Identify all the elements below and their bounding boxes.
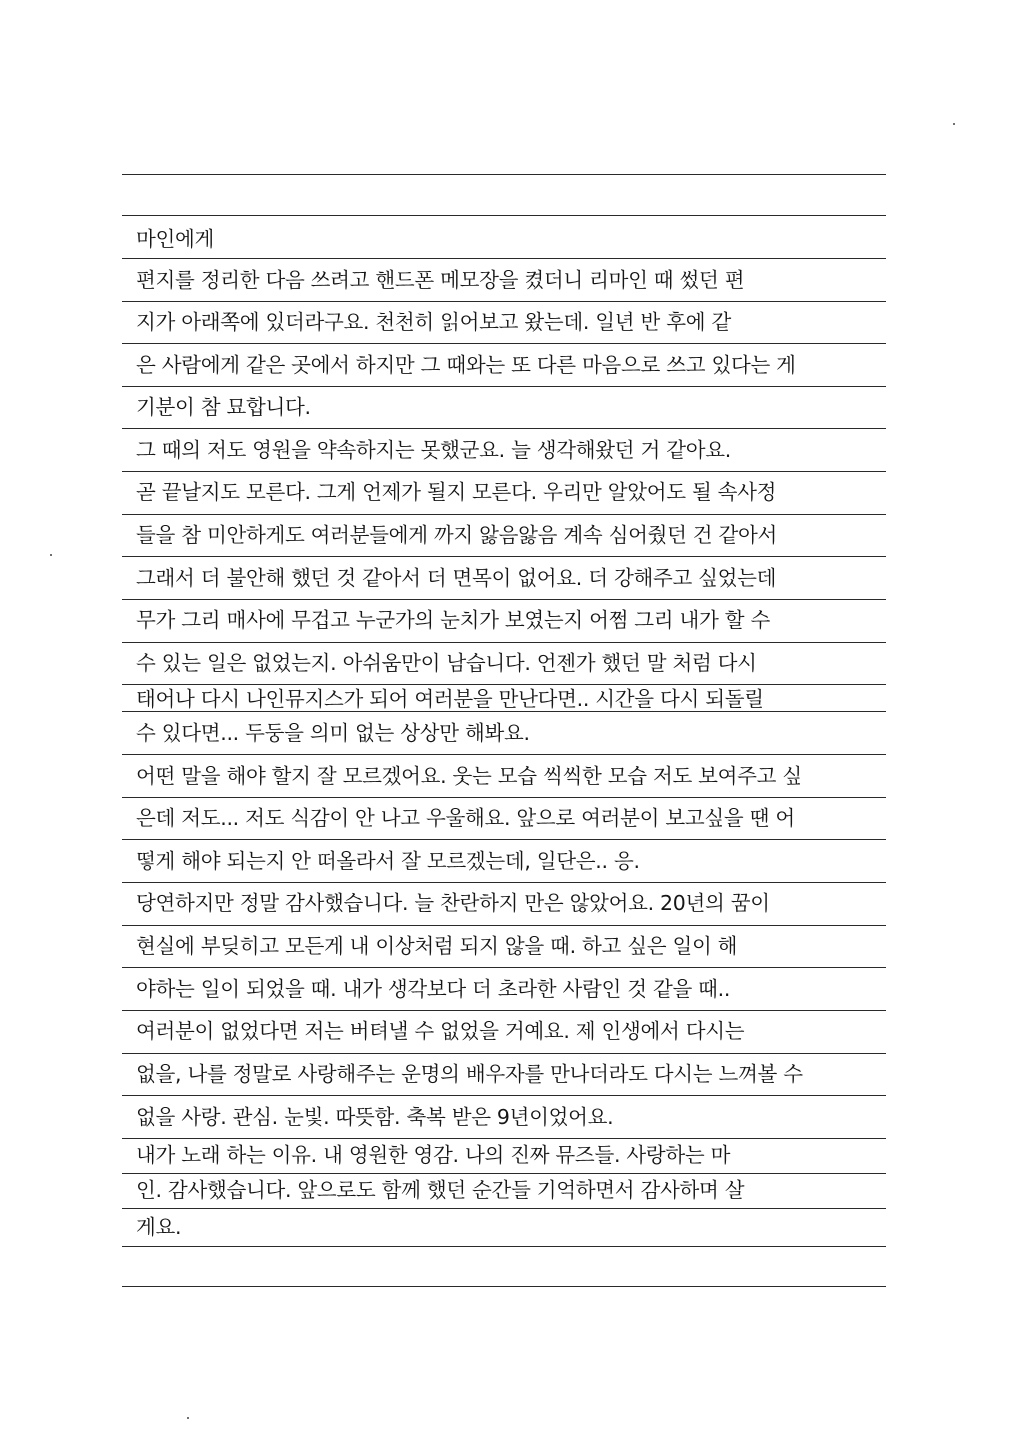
ruled-line bbox=[122, 556, 886, 557]
ruled-line bbox=[122, 428, 886, 429]
ruled-line bbox=[122, 471, 886, 472]
ruled-line bbox=[122, 514, 886, 515]
ruled-line bbox=[122, 839, 886, 840]
ruled-line bbox=[122, 258, 886, 259]
ruled-line bbox=[122, 882, 886, 883]
letter-line-15: 은데 저도... 저도 식감이 안 나고 우울해요. 앞으로 여러분이 보고싶을 땐 어 bbox=[136, 806, 795, 830]
ruled-line bbox=[122, 386, 886, 387]
letter-line-22: 없을 사랑. 관심. 눈빛. 따뜻함. 축복 받은 9년이었어요. bbox=[136, 1105, 614, 1129]
ruled-line bbox=[122, 967, 886, 968]
letter-line-11: 수 있는 일은 없었는지. 아쉬움만이 남습니다. 언젠가 했던 말 처럼 다시 bbox=[136, 651, 757, 675]
ruled-line bbox=[122, 1173, 886, 1174]
letter-line-5: 기분이 참 묘합니다. bbox=[136, 395, 311, 419]
scan-speck bbox=[187, 1417, 189, 1419]
letter-line-21: 없을, 나를 정말로 사랑해주는 운명의 배우자를 만나더라도 다시는 느껴볼 수 bbox=[136, 1062, 803, 1086]
ruled-line bbox=[122, 1286, 886, 1287]
ruled-line bbox=[122, 343, 886, 344]
letter-line-6: 그 때의 저도 영원을 약속하지는 못했군요. 늘 생각해왔던 거 같아요. bbox=[136, 438, 731, 462]
letter-line-3: 지가 아래쪽에 있더라구요. 천천히 읽어보고 왔는데. 일년 반 후에 같 bbox=[136, 310, 731, 334]
ruled-line bbox=[122, 301, 886, 302]
ruled-line bbox=[122, 1053, 886, 1054]
letter-line-9: 그래서 더 불안해 했던 것 같아서 더 면목이 없어요. 더 강해주고 싶었는데 bbox=[136, 566, 777, 590]
letter-line-1: 마인에게 bbox=[136, 227, 215, 251]
letter-line-24: 인. 감사했습니다. 앞으로도 함께 했던 순간들 기억하면서 감사하며 살 bbox=[136, 1178, 745, 1202]
ruled-line bbox=[122, 797, 886, 798]
ruled-line bbox=[122, 1010, 886, 1011]
letter-line-19: 야하는 일이 되었을 때. 내가 생각보다 더 초라한 사람인 것 같을 때.. bbox=[136, 977, 731, 1001]
ruled-line bbox=[122, 1208, 886, 1209]
ruled-line bbox=[122, 754, 886, 755]
letter-line-14: 어떤 말을 해야 할지 잘 모르겠어요. 웃는 모습 씩씩한 모습 저도 보여주고 싶 bbox=[136, 764, 802, 788]
ruled-line bbox=[122, 1246, 886, 1247]
letter-line-12: 태어나 다시 나인뮤지스가 되어 여러분을 만난다면.. 시간을 다시 되돌릴 bbox=[136, 687, 764, 711]
letter-line-8: 들을 참 미안하게도 여러분들에게 까지 앓음앓음 계속 심어줬던 건 같아서 bbox=[136, 523, 778, 547]
letter-line-2: 편지를 정리한 다음 쓰려고 핸드폰 메모장을 켰더니 리마인 때 썼던 편 bbox=[136, 268, 745, 292]
ruled-line bbox=[122, 1138, 886, 1139]
letter-line-13: 수 있다면... 두둥을 의미 없는 상상만 해봐요. bbox=[136, 721, 530, 745]
scan-speck bbox=[953, 123, 955, 125]
letter-line-16: 떻게 해야 되는지 안 떠올라서 잘 모르겠는데, 일단은.. 응. bbox=[136, 849, 640, 873]
ruled-line bbox=[122, 1095, 886, 1096]
letter-line-17: 당연하지만 정말 감사했습니다. 늘 찬란하지 만은 않았어요. 20년의 꿈이 bbox=[136, 891, 770, 915]
ruled-line bbox=[122, 925, 886, 926]
ruled-line bbox=[122, 174, 886, 175]
ruled-line bbox=[122, 642, 886, 643]
ruled-line bbox=[122, 599, 886, 600]
letter-line-25: 게요. bbox=[136, 1215, 182, 1239]
scan-speck bbox=[50, 554, 52, 556]
letter-line-4: 은 사람에게 같은 곳에서 하지만 그 때와는 또 다른 마음으로 쓰고 있다는 게 bbox=[136, 353, 796, 377]
letter-line-18: 현실에 부딪히고 모든게 내 이상처럼 되지 않을 때. 하고 싶은 일이 해 bbox=[136, 934, 738, 958]
letter-line-20: 여러분이 없었다면 저는 버텨낼 수 없었을 거예요. 제 인생에서 다시는 bbox=[136, 1019, 745, 1043]
ruled-line bbox=[122, 215, 886, 216]
letter-line-10: 무가 그리 매사에 무겁고 누군가의 눈치가 보였는지 어쩜 그리 내가 할 수 bbox=[136, 608, 770, 632]
letter-line-23: 내가 노래 하는 이유. 내 영원한 영감. 나의 진짜 뮤즈들. 사랑하는 마 bbox=[136, 1143, 731, 1167]
letter-line-7: 곧 끝날지도 모른다. 그게 언제가 될지 모른다. 우리만 알았어도 될 속사정 bbox=[136, 480, 777, 504]
